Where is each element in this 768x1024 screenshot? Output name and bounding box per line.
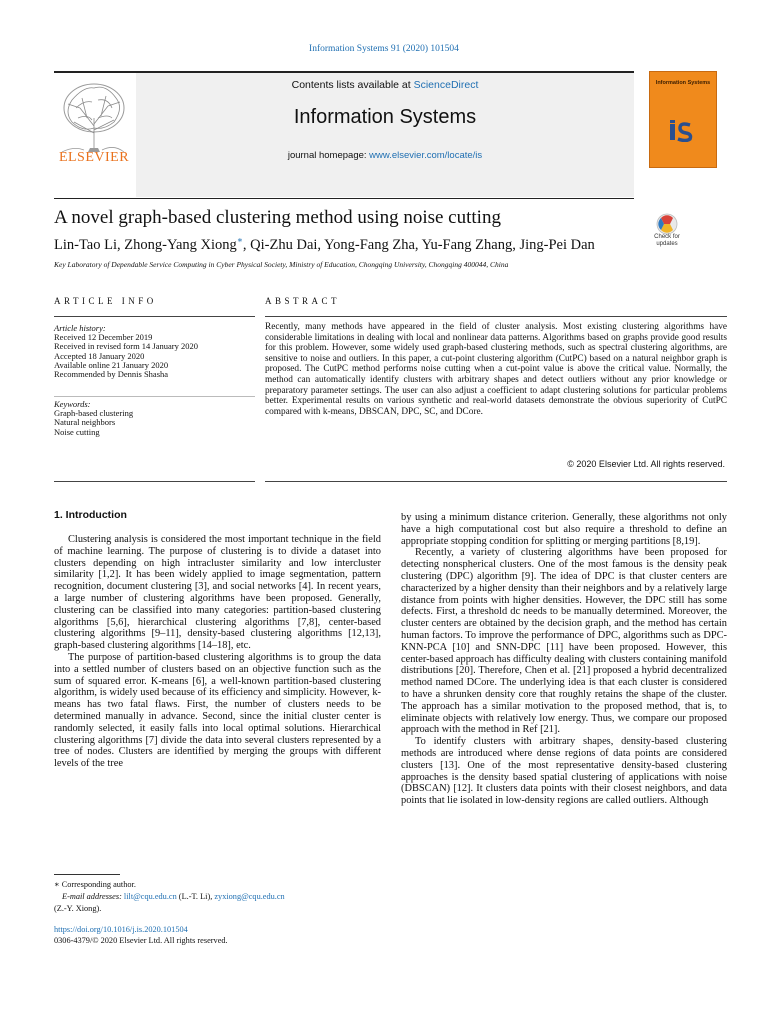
body-paragraph: Clustering analysis is considered the most important technique in the field of machine learning. The purpose of clustering is to divide a dataset into clusters depending on high intracluster similarity and low intercluster similarity [1,2]. It has been widely applied to image segmentation, pattern recognition, document clustering [3], and social networks [4]. In recent years, a large number of clustering algorithms have been proposed. Generally, clustering can be classified into many categories: partition-based clustering algorithms [5,6], hierarchical clustering algorithms [7,8], center-based clustering algorithms [9–11], density-based clustering algorithms [12,13], graph-based clustering algorithms [14–18], etc. (54, 534, 381, 652)
article-info-rule (54, 316, 255, 317)
journal-cover-image (649, 71, 717, 168)
email-owner-li: (L.-T. Li), (176, 892, 215, 901)
homepage-prefix: journal homepage: (287, 150, 370, 161)
corresponding-mark[interactable]: ∗ (236, 235, 243, 245)
author-list (54, 235, 595, 254)
keywords (54, 400, 255, 437)
copyright-line: © 2020 Elsevier Ltd. All rights reserved. (567, 459, 725, 469)
body-right-column (401, 512, 727, 807)
article-info-heading: ARTICLE INFO (54, 296, 157, 306)
history-item: Accepted 18 January 2020 (54, 350, 145, 361)
keywords-label: Keywords: (54, 399, 91, 409)
affiliation: Key Laboratory of Dependable Service Computing in Cyber Physical Society, Ministry of Education, Chongqing University, Chongqing 400044, China (54, 260, 509, 269)
abstract-text: Recently, many methods have appeared in the field of cluster analysis. Most existing clustering algorithms have considerable limitations in dealing with local and nonlinear data patterns. Algorithms based on graphs provide good results for this problem. However, some widely used graph-based clustering methods, such as spectral clustering algorithms, are sensitive to noise and outliers. In this paper, a cut-point clustering algorithm (CutPC) based on a natural neighbor graph is proposed. The CutPC method performs noise cutting when a cut-point value is above the critical value. Normally, the method can automatically identify clusters with arbitrary shapes and detect outliers without any prior knowledge or preparatory parameter settings. The user can also adjust a coefficient to adapt clustering solutions for particular problems better. Experimental results on various synthetic and real-world datasets demonstrate the obvious superiority of CutPC compared with k-means, DBSCAN, DPC, SC, and DCore. (265, 322, 727, 417)
body-paragraph: The purpose of partition-based clustering algorithms is to group the data into a settled number of clusters based on an objective function such as the sum of squared error. K-means [6], a well-known partition-based clustering algorithm, is widely used because of its efficiency and simplicity. However, k-means has two fatal flaws. First, the number of clusters needs to be determined manually in advance. Second, since the initial cluster center is randomly selected, it easily falls into local optimal solutions. Hierarchical clustering algorithms [7] divide the data into several clusters represented by a tree of nodes. Clusters are identified by merging the groups with different levels of the tree (54, 651, 381, 770)
paper-title: A novel graph-based clustering method using noise cutting (54, 207, 501, 228)
homepage-link[interactable]: www.elsevier.com/locate/is (369, 150, 483, 161)
body-paragraph: by using a minimum distance criterion. Generally, these algorithms not only have a high computational cost but also require a threshold to define an appropriate stopping condition for splitting or merging partitions [8,19]. (401, 512, 727, 547)
history-item: Recommended by Dennis Shasha (54, 369, 169, 380)
history-item: Available online 21 January 2020 (54, 359, 169, 370)
sciencedirect-link[interactable]: ScienceDirect (413, 79, 479, 91)
footnote-corresponding: ∗ Corresponding author. (54, 880, 136, 889)
journal-name: Information Systems (293, 106, 477, 128)
keyword-item: Graph-based clustering (54, 408, 134, 419)
article-history (54, 324, 255, 379)
email-owner-xiong: (Z.-Y. Xiong). (54, 904, 102, 913)
keyword-item: Natural neighbors (54, 417, 116, 428)
article-info-end-rule (54, 481, 255, 482)
keywords-separator (54, 396, 255, 397)
footnote-emails (54, 891, 381, 902)
homepage-line (136, 150, 634, 161)
header-bottom-rule (54, 198, 634, 199)
body-left-column (54, 534, 381, 770)
history-item: Received in revised form 14 January 2020 (54, 341, 198, 352)
footnote-rule (54, 874, 120, 875)
body-paragraph: To identify clusters with arbitrary shapes, density-based clustering methods are introduced where dense regions of data points are considered clusters [13]. One of the most representative density-based clustering approaches is the density based spatial clustering of applications with noise (DBSCAN) [12]. It clusters data points with their closest neighbors, and data points that lie isolated in low-density regions are called outliers. Although (401, 736, 727, 807)
history-item: Received 12 December 2019 (54, 332, 153, 343)
history-label: Article history: (54, 323, 106, 333)
body-paragraph: Recently, a variety of clustering algorithms have been proposed for detecting nonspherical clusters. One of the most famous is the density peak clustering (DPC) algorithm [9]. The idea of DPC is that cluster centers are characterized by a higher density than their neighbors and by a relatively large distance from points with higher densities. However, the DPC still has some defects. First, a threshold dc needs to be manually determined. Moreover, the cluster centers are obtained by the decision graph, and the method has certain human factors. To improve the performance of DPC, algorithms such as DPC-KNN-PCA [10] and SNN-DPC [11] have been proposed. However, this center-based approach has difficulty dealing with clusters containing manifold distributions [20]. Therefore, Chen et al. [21] proposed a hybrid decentralized method named DCore. The underlying idea is that each cluster is considered to have a shrunken density core that roughly retains the shape of the cluster. The approach has a similar motivation to the proposed method, that is, to eliminate objects with relatively low energy. Thus, we compare our proposed approach with the method in Ref [21]. (401, 547, 727, 736)
cover-title: Information Systems (655, 80, 711, 86)
doi-link[interactable]: https://doi.org/10.1016/j.is.2020.101504 (54, 925, 188, 934)
elsevier-wordmark: ELSEVIER (58, 150, 130, 165)
email-label: E-mail addresses: (62, 892, 122, 901)
contents-line (136, 79, 634, 91)
masthead-box (136, 73, 634, 197)
section-heading: 1. Introduction (54, 509, 127, 521)
email-link-xiong[interactable]: zyxiong@cqu.edu.cn (214, 892, 285, 901)
check-for-updates-label[interactable]: Check for updates (654, 234, 680, 247)
abstract-heading: ABSTRACT (265, 296, 341, 306)
abstract-rule (265, 316, 727, 317)
issn-line: 0306-4379/© 2020 Elsevier Ltd. All rights reserved. (54, 936, 228, 945)
authors-part-b: , Qi-Zhu Dai, Yong-Fang Zha, Yu-Fang Zhang, Jing-Pei Dan (242, 236, 595, 253)
authors-part-a: Lin-Tao Li, Zhong-Yang Xiong (54, 236, 237, 253)
keyword-item: Noise cutting (54, 426, 100, 437)
email-link-li[interactable]: lilt@cqu.edu.cn (123, 892, 177, 901)
top-citation[interactable]: Information Systems 91 (2020) 101504 (309, 44, 459, 54)
cover-is-logo-icon (668, 120, 694, 142)
abstract-end-rule (265, 481, 727, 482)
contents-prefix: Contents lists available at (291, 79, 414, 91)
